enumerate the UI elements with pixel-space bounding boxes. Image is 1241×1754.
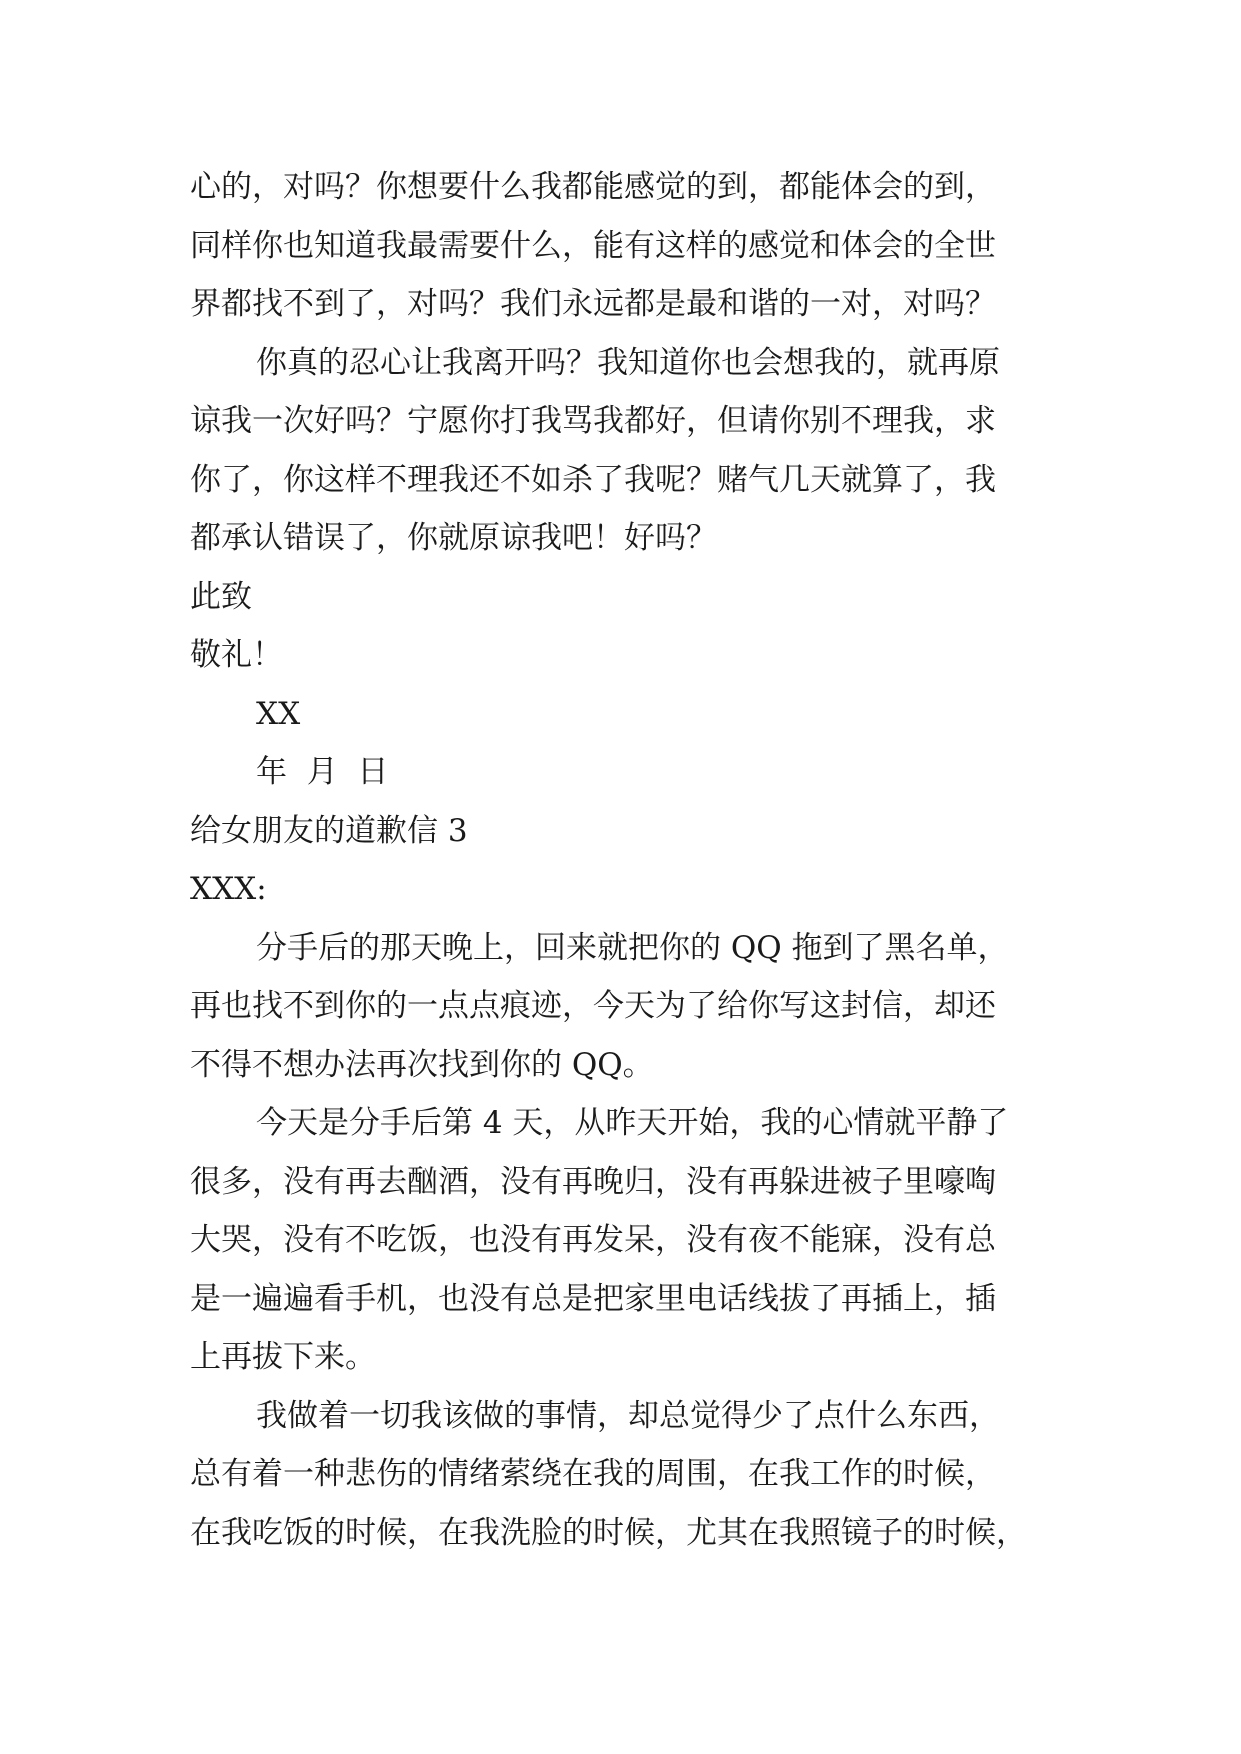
text-line: 不得不想办法再次找到你的 QQ。 xyxy=(190,1046,654,1083)
paragraph-start-line: 今天是分手后第 4 天，从昨天开始，我的心情就平静了 xyxy=(256,1105,1009,1141)
letter-body xyxy=(190,158,1070,1562)
text-line: 很多，没有再去酗酒，没有再晚归，没有再躲进被子里嚎啕 xyxy=(190,1163,996,1200)
paragraph-start-line: 你真的忍心让我离开吗？我知道你也会想我的，就再原 xyxy=(256,344,1000,381)
letter-greeting: XXX: xyxy=(190,871,267,907)
text-line: 总有着一种悲伤的情绪萦绕在我的周围，在我工作的时候， xyxy=(190,1456,996,1492)
text-line: 心的，对吗？你想要什么我都能感觉的到，都能体会的到， xyxy=(190,169,996,205)
text-line: 上再拔下来。 xyxy=(190,1339,376,1375)
text-line: 在我吃饭的时候，在我洗脸的时候，尤其在我照镜子的时候， xyxy=(190,1514,1027,1551)
closing-regards: 敬礼！ xyxy=(190,637,283,673)
section-title: 给女朋友的道歉信 3 xyxy=(190,812,468,849)
text-line: 同样你也知道我最需要什么，能有这样的感觉和体会的全世 xyxy=(190,227,996,264)
text-line: 界都找不到了，对吗？我们永远都是最和谐的一对，对吗？ xyxy=(190,286,996,322)
signature-name: XX xyxy=(256,695,301,732)
paragraph-start-line: 分手后的那天晚上，回来就把你的 QQ 拖到了黑名单， xyxy=(256,929,1009,966)
text-line: 谅我一次好吗？宁愿你打我骂我都好，但请你别不理我，求 xyxy=(190,403,996,439)
text-line: 再也找不到你的一点点痕迹，今天为了给你写这封信，却还 xyxy=(190,988,996,1024)
signature-date: 年 月 日 xyxy=(256,754,389,790)
text-line: 你了，你这样不理我还不如杀了我呢？赌气几天就算了，我 xyxy=(190,461,996,498)
closing-salutation: 此致 xyxy=(190,578,252,615)
text-line: 是一遍遍看手机，也没有总是把家里电话线拔了再插上，插 xyxy=(190,1280,996,1317)
paragraph-start-line: 我做着一切我该做的事情，却总觉得少了点什么东西， xyxy=(256,1397,1000,1434)
text-line: 都承认错误了，你就原谅我吧！好吗？ xyxy=(190,520,717,556)
text-line: 大哭，没有不吃饭，也没有再发呆，没有夜不能寐，没有总 xyxy=(190,1222,996,1258)
